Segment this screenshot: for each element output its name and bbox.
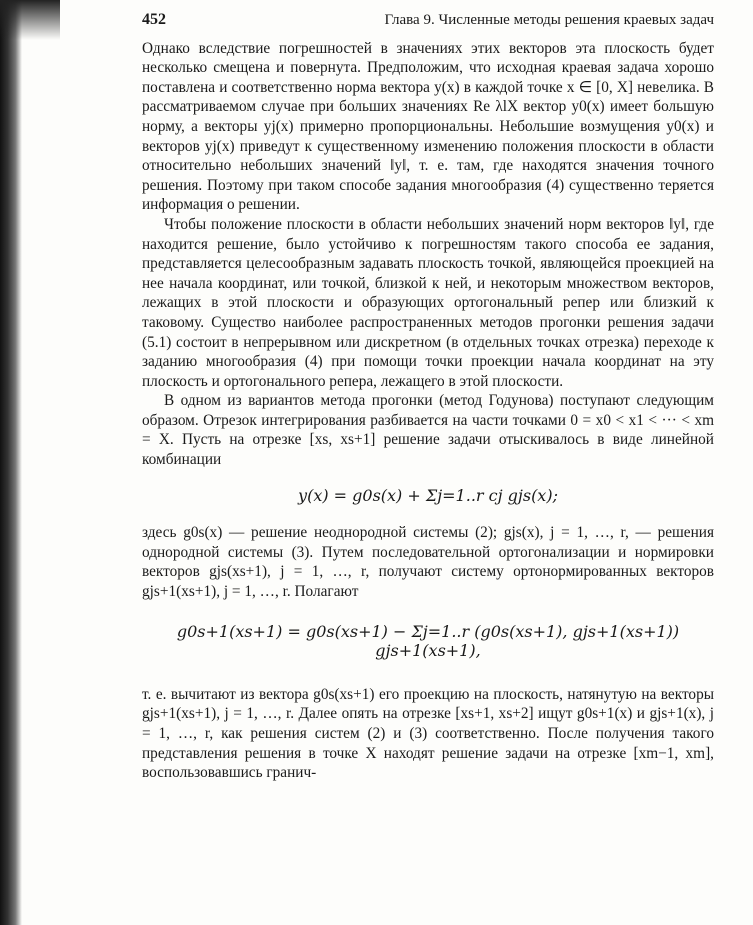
paragraph-3: В одном из вариантов метода прогонки (метод Годунова) поступают следующим образом. Отрезок интегрирования разбивается на части точками 0 = x0 < x1 < ··· < xm = X. Пусть на отрезке [xs, xs+1] решение задачи отыскивалось в виде линейной комбинации bbox=[142, 392, 714, 469]
book-page bbox=[142, 10, 714, 783]
paragraph-1: Однако вследствие погрешностей в значениях этих векторов эта плоскость будет несколько смещена и повернута. Предположим, что исходная краевая задача хорошо поставлена и соответственно норма вектора y(x) в каждой точке x ∈ [0, X] невелика. В рассматриваемом случае при больших значениях Re λlX вектор y0(x) имеет большую норму, а векторы yj(x) примерно пропорциональны. Небольшие возмущения y0(x) и векторов yj(x) приведут к существенному изменению положения плоскости в области относительно небольших значений ‖y‖, т. е. там, где находятся значения точного решения. Поэтому при таком способе задания многообразия (4) существенно теряется информация о решении. bbox=[142, 39, 714, 214]
scan-shadow-top bbox=[0, 0, 60, 40]
scan-shadow bbox=[0, 0, 22, 925]
formula-linear-combination: y(x) = g0s(x) + Σj=1..r cj gjs(x); bbox=[298, 485, 558, 505]
running-header bbox=[142, 10, 714, 31]
formula-orthogonalization: g0s+1(xs+1) = g0s(xs+1) − Σj=1..r (g0s(xs+1), gjs+1(xs+1)) gjs+1(xs+1), bbox=[176, 621, 680, 661]
page-number: 452 bbox=[142, 11, 166, 28]
paragraph-4: здесь g0s(x) — решение неоднородной системы (2); gjs(x), j = 1, …, r, — решения однородной системы (3). Путем последовательной ортогонализации и нормировки векторов gjs(xs+1), j = 1, …, r, получают систему ортонормированных векторов gjs+1(xs+1), j = 1, …, r. Полагают bbox=[142, 524, 714, 601]
paragraph-2: Чтобы положение плоскости в области небольших значений норм векторов ‖y‖, где находится решение, было устойчиво к погрешностям такого способа ее задания, представляется целесообразным задавать плоскость точкой, являющейся проекцией на нее начала координат, или точкой, близкой к ней, и некоторым множеством векторов, лежащих в этой плоскости и образующих ортогональный репер или близкий к таковому. Существо наиболее распространенных методов прогонки решения задачи (5.1) состоит в непрерывном или дискретном (в отдельных точках отрезка) переходе к заданию многообразия (4) при помощи точки проекции начала координат на эту плоскость и ортогонального репера, лежащего в этой плоскости. bbox=[142, 215, 714, 390]
running-title: Глава 9. Численные методы решения краевых задач bbox=[384, 12, 714, 28]
paragraph-5: т. е. вычитают из вектора g0s(xs+1) его проекцию на плоскость, натянутую на векторы gjs+1(xs+1), j = 1, …, r. Далее опять на отрезке [xs+1, xs+2] ищут g0s+1(x) и gjs+1(x), j = 1, …, r, как решения систем (2) и (3) соответственно. После получения такого представления решения в точке X находят решение задачи на отрезке [xm−1, xm], воспользовавшись гранич- bbox=[142, 685, 714, 782]
